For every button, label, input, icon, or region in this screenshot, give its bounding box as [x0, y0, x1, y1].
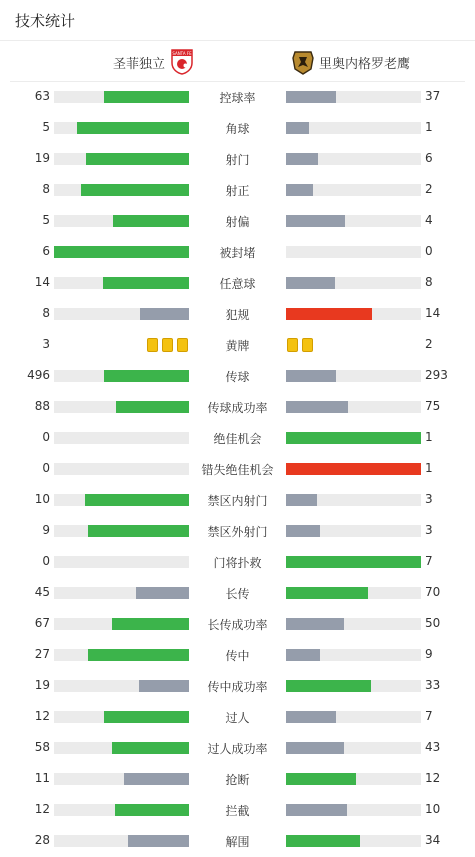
- stat-row: [0, 143, 475, 174]
- away-bar-track: [286, 91, 421, 103]
- away-bar-fill: [286, 277, 335, 289]
- away-bar-track: [286, 742, 421, 754]
- stat-row: [0, 825, 475, 856]
- home-value: 5: [42, 120, 50, 134]
- home-value: 0: [42, 554, 50, 568]
- away-bar-fill: [286, 649, 320, 661]
- away-bar-fill: [286, 742, 344, 754]
- away-team[interactable]: [292, 48, 410, 76]
- stat-row: [0, 453, 475, 484]
- home-bar-track: [54, 370, 189, 382]
- away-bar-fill: [286, 153, 318, 165]
- home-value: 67: [34, 616, 50, 630]
- home-bar-track: [54, 773, 189, 785]
- stat-row: [0, 174, 475, 205]
- yellow-card-icon: [177, 338, 188, 352]
- home-bar-fill: [104, 711, 189, 723]
- home-value: 0: [42, 430, 50, 444]
- stat-label: 过人成功率: [207, 742, 268, 756]
- home-bar-fill: [88, 649, 189, 661]
- stat-label: 控球率: [219, 91, 256, 105]
- home-bar-fill: [112, 618, 189, 630]
- away-bar-track: [286, 649, 421, 661]
- stat-label: 传中成功率: [207, 680, 268, 694]
- away-team-eagle-logo-icon: [292, 49, 314, 75]
- away-value: 293: [425, 368, 448, 382]
- away-bar-track: [286, 370, 421, 382]
- home-value: 6: [42, 244, 50, 258]
- home-yellow-cards: [54, 338, 189, 352]
- away-bar-fill: [286, 680, 371, 692]
- stat-row: [0, 267, 475, 298]
- stat-row: [0, 236, 475, 267]
- stat-label: 传球: [225, 370, 250, 384]
- home-value: 5: [42, 213, 50, 227]
- away-value: 1: [425, 461, 433, 475]
- home-bar-fill: [113, 215, 189, 227]
- away-bar-track: [286, 308, 421, 320]
- away-bar-fill: [286, 432, 421, 444]
- home-value: 12: [34, 802, 50, 816]
- away-team-name: 里奥内格罗老鹰: [319, 56, 411, 72]
- away-value: 1: [425, 120, 433, 134]
- stat-row: [0, 670, 475, 701]
- yellow-card-icon: [162, 338, 173, 352]
- home-bar-fill: [136, 587, 189, 599]
- yellow-card-icon: [302, 338, 313, 352]
- home-bar-fill: [103, 277, 189, 289]
- stat-label: 角球: [225, 122, 250, 136]
- home-bar-track: [54, 618, 189, 630]
- home-bar-track: [54, 277, 189, 289]
- home-bar-track: [54, 463, 189, 475]
- home-bar-track: [54, 184, 189, 196]
- home-bar-track: [54, 215, 189, 227]
- away-bar-fill: [286, 587, 368, 599]
- stat-label: 禁区内射门: [207, 494, 268, 508]
- stat-row: [0, 298, 475, 329]
- home-bar-track: [54, 804, 189, 816]
- away-bar-fill: [286, 184, 313, 196]
- stat-row: [0, 546, 475, 577]
- away-yellow-cards: [286, 338, 315, 352]
- away-bar-track: [286, 401, 421, 413]
- home-bar-track: [54, 649, 189, 661]
- page-title: 技术统计: [15, 12, 76, 30]
- home-value: 27: [34, 647, 50, 661]
- home-bar-fill: [77, 122, 189, 134]
- away-bar-fill: [286, 711, 336, 723]
- away-value: 75: [425, 399, 441, 413]
- away-value: 14: [425, 306, 441, 320]
- away-bar-track: [286, 525, 421, 537]
- away-bar-track: [286, 432, 421, 444]
- stat-row: [0, 205, 475, 236]
- stat-label: 拦截: [225, 804, 250, 818]
- home-bar-fill: [54, 246, 189, 258]
- home-value: 11: [34, 771, 50, 785]
- stat-label: 射正: [225, 184, 250, 198]
- home-bar-fill: [112, 742, 189, 754]
- home-value: 0: [42, 461, 50, 475]
- home-bar-track: [54, 742, 189, 754]
- stat-row: [0, 701, 475, 732]
- away-value: 1: [425, 430, 433, 444]
- stat-row: [0, 81, 475, 112]
- away-bar-track: [286, 277, 421, 289]
- stat-label: 任意球: [219, 277, 256, 291]
- away-value: 0: [425, 244, 433, 258]
- home-bar-fill: [115, 804, 189, 816]
- stat-label: 过人: [225, 711, 250, 725]
- home-bar-track: [54, 680, 189, 692]
- home-bar-fill: [128, 835, 189, 847]
- home-value: 63: [34, 89, 50, 103]
- away-bar-fill: [286, 308, 372, 320]
- away-bar-fill: [286, 556, 421, 568]
- stat-row: [0, 608, 475, 639]
- home-value: 14: [34, 275, 50, 289]
- yellow-card-icon: [287, 338, 298, 352]
- stat-row: [0, 422, 475, 453]
- home-bar-track: [54, 308, 189, 320]
- away-bar-fill: [286, 835, 360, 847]
- away-bar-track: [286, 246, 421, 258]
- away-bar-fill: [286, 370, 336, 382]
- away-bar-fill: [286, 618, 344, 630]
- away-bar-fill: [286, 463, 421, 475]
- away-bar-track: [286, 618, 421, 630]
- stat-row: [0, 794, 475, 825]
- away-bar-track: [286, 773, 421, 785]
- away-bar-fill: [286, 525, 320, 537]
- away-value: 6: [425, 151, 433, 165]
- stat-label: 长传: [225, 587, 250, 601]
- home-bar-track: [54, 153, 189, 165]
- away-bar-fill: [286, 804, 347, 816]
- stat-row: [0, 732, 475, 763]
- home-bar-track: [54, 246, 189, 258]
- home-bar-track: [54, 432, 189, 444]
- yellow-card-icon: [147, 338, 158, 352]
- stat-row: [0, 112, 475, 143]
- away-value: 3: [425, 523, 433, 537]
- away-value: 2: [425, 337, 433, 351]
- stat-row: [0, 360, 475, 391]
- stat-label: 射偏: [225, 215, 250, 229]
- home-team-logo-icon: [171, 49, 193, 75]
- home-bar-fill: [81, 184, 189, 196]
- stat-label: 禁区外射门: [207, 525, 268, 539]
- home-value: 19: [34, 678, 50, 692]
- home-value: 12: [34, 709, 50, 723]
- home-value: 10: [34, 492, 50, 506]
- away-value: 12: [425, 771, 441, 785]
- away-bar-track: [286, 153, 421, 165]
- stat-row: [0, 391, 475, 422]
- stats-list: [0, 81, 475, 856]
- home-bar-fill: [139, 680, 189, 692]
- home-bar-track: [54, 587, 189, 599]
- home-value: 19: [34, 151, 50, 165]
- home-value: 496: [27, 368, 50, 382]
- home-bar-fill: [85, 494, 189, 506]
- away-value: 4: [425, 213, 433, 227]
- home-bar-fill: [124, 773, 189, 785]
- home-value: 28: [34, 833, 50, 847]
- away-value: 2: [425, 182, 433, 196]
- stat-label: 长传成功率: [207, 618, 268, 632]
- title-divider: [0, 40, 475, 41]
- away-bar-track: [286, 215, 421, 227]
- home-bar-track: [54, 835, 189, 847]
- away-bar-track: [286, 556, 421, 568]
- away-value: 34: [425, 833, 441, 847]
- stat-label: 射门: [225, 153, 250, 167]
- home-bar-track: [54, 401, 189, 413]
- away-bar-fill: [286, 91, 336, 103]
- home-value: 45: [34, 585, 50, 599]
- stat-label: 传中: [225, 649, 250, 663]
- home-team-name: 圣菲独立: [113, 56, 166, 72]
- home-value: 58: [34, 740, 50, 754]
- home-bar-fill: [88, 525, 189, 537]
- home-value: 8: [42, 182, 50, 196]
- away-bar-track: [286, 835, 421, 847]
- away-bar-track: [286, 711, 421, 723]
- home-value: 9: [42, 523, 50, 537]
- away-bar-track: [286, 494, 421, 506]
- away-bar-track: [286, 804, 421, 816]
- stat-row: [0, 577, 475, 608]
- home-bar-track: [54, 91, 189, 103]
- home-value: 88: [34, 399, 50, 413]
- away-value: 43: [425, 740, 441, 754]
- home-bar-fill: [116, 401, 189, 413]
- home-value: 3: [42, 337, 50, 351]
- stat-row: [0, 329, 475, 360]
- away-value: 8: [425, 275, 433, 289]
- stat-label: 犯规: [225, 308, 250, 322]
- away-value: 7: [425, 554, 433, 568]
- home-team[interactable]: [113, 48, 193, 76]
- home-bar-fill: [104, 370, 189, 382]
- home-bar-track: [54, 525, 189, 537]
- away-bar-fill: [286, 773, 356, 785]
- home-bar-fill: [86, 153, 189, 165]
- stat-row: [0, 515, 475, 546]
- stat-label: 抢断: [225, 773, 250, 787]
- stat-label: 黄牌: [225, 339, 250, 353]
- away-value: 50: [425, 616, 441, 630]
- home-bar-track: [54, 494, 189, 506]
- stat-label: 被封堵: [219, 246, 256, 260]
- away-value: 9: [425, 647, 433, 661]
- away-bar-track: [286, 122, 421, 134]
- home-bar-track: [54, 122, 189, 134]
- stat-label: 错失绝佳机会: [201, 463, 274, 477]
- stat-label: 门将扑救: [213, 556, 262, 570]
- away-bar-track: [286, 463, 421, 475]
- away-value: 37: [425, 89, 441, 103]
- away-bar-fill: [286, 122, 309, 134]
- away-value: 10: [425, 802, 441, 816]
- away-bar-track: [286, 680, 421, 692]
- away-value: 3: [425, 492, 433, 506]
- away-bar-fill: [286, 401, 348, 413]
- away-bar-fill: [286, 494, 317, 506]
- away-value: 7: [425, 709, 433, 723]
- away-bar-fill: [286, 215, 345, 227]
- stat-label: 绝佳机会: [213, 432, 262, 446]
- stat-row: [0, 639, 475, 670]
- home-bar-fill: [140, 308, 189, 320]
- stat-label: 传球成功率: [207, 401, 268, 415]
- stat-row: [0, 484, 475, 515]
- away-value: 33: [425, 678, 441, 692]
- away-value: 70: [425, 585, 441, 599]
- home-bar-fill: [104, 91, 189, 103]
- stat-row: [0, 763, 475, 794]
- away-bar-track: [286, 587, 421, 599]
- home-value: 8: [42, 306, 50, 320]
- stat-label: 解围: [225, 835, 250, 849]
- home-bar-track: [54, 711, 189, 723]
- home-logo-text: SANTA FE: [172, 51, 192, 56]
- home-bar-track: [54, 556, 189, 568]
- away-bar-track: [286, 184, 421, 196]
